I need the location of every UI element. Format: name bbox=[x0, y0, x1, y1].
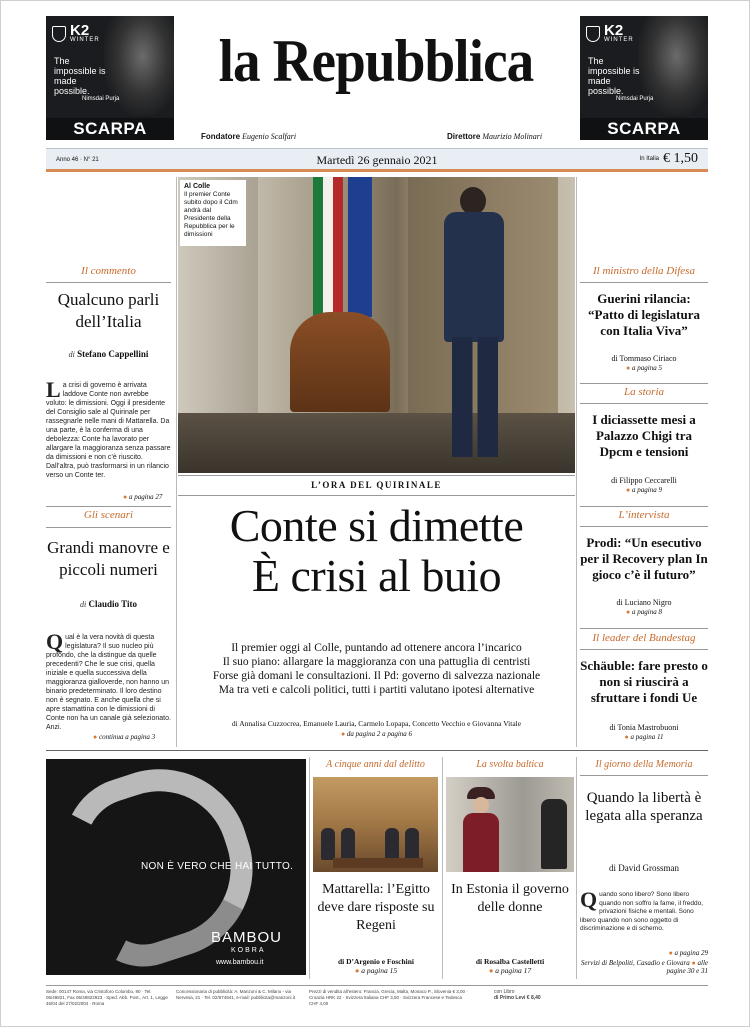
date-bar bbox=[46, 148, 708, 172]
column-divider bbox=[309, 757, 310, 979]
page-ref[interactable] bbox=[580, 608, 708, 616]
ad-k2-season: WINTER bbox=[604, 37, 634, 43]
kicker-regeni: A cinque anni dal delitto bbox=[326, 759, 425, 770]
kicker-commento: Il commento bbox=[81, 265, 136, 277]
page-ref[interactable] bbox=[580, 733, 708, 741]
page-ref-text: continua a pagina 3 bbox=[98, 733, 156, 741]
issue-date: Martedì 26 gennaio 2021 bbox=[316, 153, 438, 167]
footer-book-offer bbox=[494, 989, 584, 1001]
kicker-intervista: L’intervista bbox=[618, 509, 670, 521]
ad-tagline: The impossible is made possible. bbox=[54, 56, 106, 96]
page-ref-text: a pagina 5 bbox=[632, 364, 662, 372]
column-divider bbox=[176, 177, 177, 747]
article-body-scenari bbox=[46, 629, 171, 732]
bullet-icon: ● bbox=[93, 733, 98, 741]
main-byline-names: di Annalisa Cuzzocrea, Emanuele Lauria, Carmelo Lopapa, Concetto Vecchio e Giovanna Vitale bbox=[231, 719, 522, 728]
bullet-icon: ● bbox=[624, 733, 629, 741]
page-ref[interactable] bbox=[580, 364, 708, 372]
headline-deck bbox=[178, 641, 575, 697]
photo-figure bbox=[438, 187, 508, 472]
photo-caption bbox=[180, 180, 246, 246]
ad-line: KOBRA bbox=[231, 947, 266, 954]
rule bbox=[580, 403, 708, 404]
byline-name: Stefano Cappellini bbox=[77, 349, 149, 359]
byline-commento bbox=[46, 349, 171, 359]
price-prefix: In Italia bbox=[639, 155, 659, 162]
footer-prices: Prezzi di vendita all’estero: Francia, Grecia, Malta, Monaco P., Slovenia € 3,00 · Croazia HRK 22 · Svizzera Italiana CHF 3,50 · Svizzera Francese e Tedesca CHF 4,00 bbox=[309, 989, 468, 1006]
footer-book-label: con Libro bbox=[494, 989, 515, 995]
byline-estonia bbox=[446, 957, 574, 975]
photo-floor bbox=[178, 413, 575, 473]
ad-bambou[interactable] bbox=[46, 759, 306, 975]
headline-estonia[interactable]: In Estonia il governo delle donne bbox=[451, 882, 569, 915]
page-ref-text: a pagina 11 bbox=[630, 733, 664, 741]
ad-k2-brand: K2 bbox=[70, 22, 90, 39]
byline-schauble: di Tonia Mastrobuoni bbox=[609, 723, 679, 732]
deck-line: Forse già domani le consultazioni. Il Pd: governo di salvezza nazionale bbox=[212, 670, 541, 682]
figure-legs bbox=[452, 337, 498, 457]
page-ref-text: da pagina 2 a pagina 6 bbox=[346, 730, 413, 738]
rule bbox=[580, 628, 708, 629]
photo-caption-text: Il premier Conte subito dopo il Cdm andrà dal Presidente della Repubblica per le dimissioni bbox=[184, 191, 238, 238]
headline-line-2: È crisi al buio bbox=[251, 550, 502, 601]
kicker-scenari: Gli scenari bbox=[83, 509, 134, 521]
photo-table bbox=[333, 858, 423, 868]
byline-name: di D’Argenio e Foschini bbox=[337, 957, 415, 966]
kicker-bundestag: Il leader del Bundestag bbox=[592, 632, 696, 644]
main-byline bbox=[178, 719, 575, 738]
photo-table bbox=[290, 312, 390, 412]
headline-prodi[interactable]: Prodi: “Un esecutivo per il Recovery plan In gioco c’è il futuro” bbox=[580, 535, 708, 582]
page-ref[interactable] bbox=[93, 733, 155, 741]
footer-book-price: di Primo Levi € 8,40 bbox=[494, 995, 541, 1001]
kicker-difesa: Il ministro della Difesa bbox=[593, 265, 695, 277]
section-label: L’ORA DEL QUIRINALE bbox=[311, 480, 442, 490]
bullet-icon: ● bbox=[340, 730, 346, 738]
byline-name: di Rosalba Castelletti bbox=[475, 957, 545, 966]
rule bbox=[580, 506, 708, 507]
photo-figure bbox=[321, 828, 335, 860]
byline-prefix: di bbox=[68, 350, 75, 359]
ad-signature: Nimsdai Purja bbox=[616, 96, 654, 102]
photo-figure bbox=[341, 828, 355, 860]
column-divider bbox=[442, 757, 443, 979]
column-divider bbox=[576, 177, 577, 747]
figure-face bbox=[473, 797, 489, 813]
deck-line: Ma tra veti e calcoli politici, tutti i partiti valutano ipotesi alternative bbox=[218, 684, 535, 696]
bullet-icon: ● bbox=[488, 966, 494, 975]
ad-logo-row bbox=[52, 24, 100, 43]
footer-advertising: Concessionaria di pubblicità: A. Manzoni & C. Milano - via Nervesa, 21 · Tel. 02/574941, e-mail: pubblicita@manzoni.it bbox=[176, 989, 296, 1000]
founder-label: Fondatore bbox=[201, 132, 241, 141]
eu-flag bbox=[348, 177, 372, 317]
bullet-icon: ● bbox=[668, 949, 673, 957]
headline-regeni[interactable]: Mattarella: l’Egitto deve dare risposte su Regeni bbox=[317, 882, 435, 933]
rule bbox=[580, 383, 708, 384]
kicker-estonia: La svolta baltica bbox=[476, 759, 544, 770]
rule bbox=[46, 506, 171, 507]
bullet-icon: ● bbox=[626, 608, 631, 616]
bullet-icon: ● bbox=[691, 959, 696, 967]
ad-signature: Nimsdai Purja bbox=[82, 96, 120, 102]
italian-flag bbox=[313, 177, 343, 317]
director-name: Maurizio Molinari bbox=[482, 132, 543, 141]
ad-brand: SCARPA bbox=[46, 118, 174, 140]
article-body-memoria bbox=[580, 887, 708, 934]
figure-head bbox=[460, 187, 486, 215]
shield-icon bbox=[586, 26, 600, 42]
director-label: Direttore bbox=[447, 132, 481, 141]
photo-regeni bbox=[313, 777, 438, 872]
footer bbox=[46, 985, 708, 1006]
ad-tagline: The impossible is made possible. bbox=[588, 56, 640, 96]
ad-k2-left[interactable] bbox=[46, 16, 174, 140]
services-text: Servizi di Belpoliti, Casadio e Giovara bbox=[580, 959, 690, 967]
founder-line bbox=[201, 132, 296, 141]
byline-memoria: di David Grossman bbox=[609, 863, 679, 873]
ad-claim: NON È VERO CHE HAI TUTTO. bbox=[141, 861, 294, 872]
drop-cap: Q bbox=[46, 629, 64, 654]
page-ref-text[interactable]: a pagina 15 bbox=[361, 966, 398, 975]
director-line bbox=[447, 132, 542, 141]
page-ref-text: alle pagine 30 e 31 bbox=[666, 959, 708, 975]
rule bbox=[580, 649, 708, 650]
ad-k2-season: WINTER bbox=[70, 37, 100, 43]
rule bbox=[46, 527, 171, 528]
ad-brand: BAMBOU bbox=[211, 929, 283, 946]
byline-scenari bbox=[46, 599, 171, 609]
drop-cap: Q bbox=[580, 887, 598, 912]
ad-url: www.bambou.it bbox=[216, 959, 264, 966]
page-ref[interactable] bbox=[178, 730, 575, 738]
byline-chigi: di Filippo Ceccarelli bbox=[611, 476, 677, 485]
rule bbox=[46, 282, 171, 283]
column-divider bbox=[576, 757, 577, 979]
kicker-memoria: Il giorno della Memoria bbox=[595, 759, 693, 770]
bullet-icon: ● bbox=[354, 966, 360, 975]
newspaper-title: la Repubblica bbox=[218, 28, 534, 94]
page-ref-text[interactable]: a pagina 17 bbox=[495, 966, 532, 975]
rule bbox=[178, 475, 575, 476]
byline-prefix: di bbox=[80, 600, 87, 609]
bullet-icon: ● bbox=[626, 486, 631, 494]
headline-memoria[interactable]: Quando la libertà è legata alla speranza bbox=[585, 790, 703, 824]
shield-icon bbox=[52, 26, 66, 42]
page-ref-text: a pagina 8 bbox=[632, 608, 662, 616]
headline-schauble[interactable]: Schäuble: fare presto o non si riuscirà a sfruttare i fondi Ue bbox=[580, 658, 708, 705]
page-ref-text: a pagina 29 bbox=[674, 949, 708, 957]
main-headline[interactable] bbox=[178, 501, 575, 601]
page-ref[interactable] bbox=[580, 949, 708, 957]
headline-chigi[interactable]: I diciassette mesi a Palazzo Chigi tra Dpcm e tensioni bbox=[592, 412, 696, 459]
kicker-storia: La storia bbox=[623, 386, 665, 398]
figure-torso bbox=[444, 212, 504, 342]
article-body-commento bbox=[46, 377, 171, 480]
ad-logo-row bbox=[586, 24, 634, 43]
rule bbox=[580, 282, 708, 283]
figure-coat bbox=[463, 813, 499, 872]
deck-line: Il premier oggi al Colle, puntando ad ottenere ancora l’incarico bbox=[231, 642, 522, 654]
ad-brand: SCARPA bbox=[580, 118, 708, 140]
photo-figure bbox=[405, 828, 419, 860]
price-value: € 1,50 bbox=[663, 151, 698, 166]
byline-name: Claudio Tito bbox=[88, 599, 137, 609]
rule bbox=[580, 775, 708, 776]
rule bbox=[178, 495, 575, 496]
headline-commento[interactable]: Qualcuno parli dell’Italia bbox=[57, 290, 160, 331]
article-text: uando sono libero? Sono libero quando non soffro la fame, il freddo, privazioni fisiche e mentali. Sono libero quando non sono oggetto di discriminazione e di scherno. bbox=[580, 891, 704, 932]
headline-scenari[interactable]: Grandi manovre e piccoli numeri bbox=[47, 538, 170, 579]
footer-address: Sede: 00147 Roma, via Cristoforo Colombo, 90 · Tel. 06/49821, Fax 06/49822923 · Sped. Abb. Post., Art. 1, Legge 46/04 del 27/02/2004 · Roma bbox=[46, 989, 168, 1006]
price bbox=[640, 151, 698, 167]
headline-guerini[interactable]: Guerini rilancia: “Patto di legislatura con Italia Viva” bbox=[588, 291, 700, 338]
headline-line-1: Conte si dimette bbox=[229, 500, 524, 551]
article-text: ual è la vera novità di questa legislatura? Il suo nucleo più profondo, che la distingue da quelle precedenti? Che le sue crisi, quella iniziale e quella successiva della maggioranza gialloverde, non hanno un binario predeterminato. Il loro destino non è segnato. E anche quella che si apre stamattina con le dimissioni di Conte non ha un canale già selezionato. Anzi. bbox=[46, 634, 171, 731]
page-ref[interactable] bbox=[580, 486, 708, 494]
section-rule bbox=[46, 750, 708, 751]
byline-guerini: di Tommaso Ciriaco bbox=[611, 354, 677, 363]
ad-k2-right[interactable] bbox=[580, 16, 708, 140]
services-line[interactable] bbox=[580, 959, 708, 975]
photo-figure bbox=[461, 787, 501, 872]
bullet-icon: ● bbox=[626, 364, 631, 372]
bullet-icon: ● bbox=[123, 493, 128, 501]
founder-name: Eugenio Scalfari bbox=[242, 132, 297, 141]
photo-caption-title: Al Colle bbox=[184, 183, 211, 190]
drop-cap: L bbox=[46, 377, 61, 402]
ad-k2-brand: K2 bbox=[604, 22, 624, 39]
photo-figure bbox=[385, 828, 399, 860]
issue-number: Anno 46 · N° 21 bbox=[56, 157, 99, 163]
photo-estonia bbox=[446, 777, 574, 872]
article-text: a crisi di governo è arrivata laddove Conte non avrebbe voluto: le dimissioni. Oggi il presidente del Consiglio sale al Quirinale per rassegnarle nelle mani di Mattarella. Da una parte, è la conferma di una debolezza: Conte ha lavorato per allargare la maggioranza senza passare da dimissioni e non c’è riuscito. Dall’altra, può trasformarsi in un rilancio verso un Conte ter. bbox=[46, 382, 171, 479]
rule bbox=[580, 526, 708, 527]
page-ref-text: a pagina 9 bbox=[632, 486, 662, 494]
deck-line: Il suo piano: allargare la maggioranza con una pattuglia di centristi bbox=[222, 656, 531, 668]
byline-prodi: di Luciano Nigro bbox=[616, 598, 672, 607]
page-ref[interactable] bbox=[123, 493, 162, 501]
page-ref-text: a pagina 27 bbox=[128, 493, 163, 501]
byline-regeni bbox=[311, 957, 441, 975]
photo-cameraman bbox=[541, 799, 567, 869]
